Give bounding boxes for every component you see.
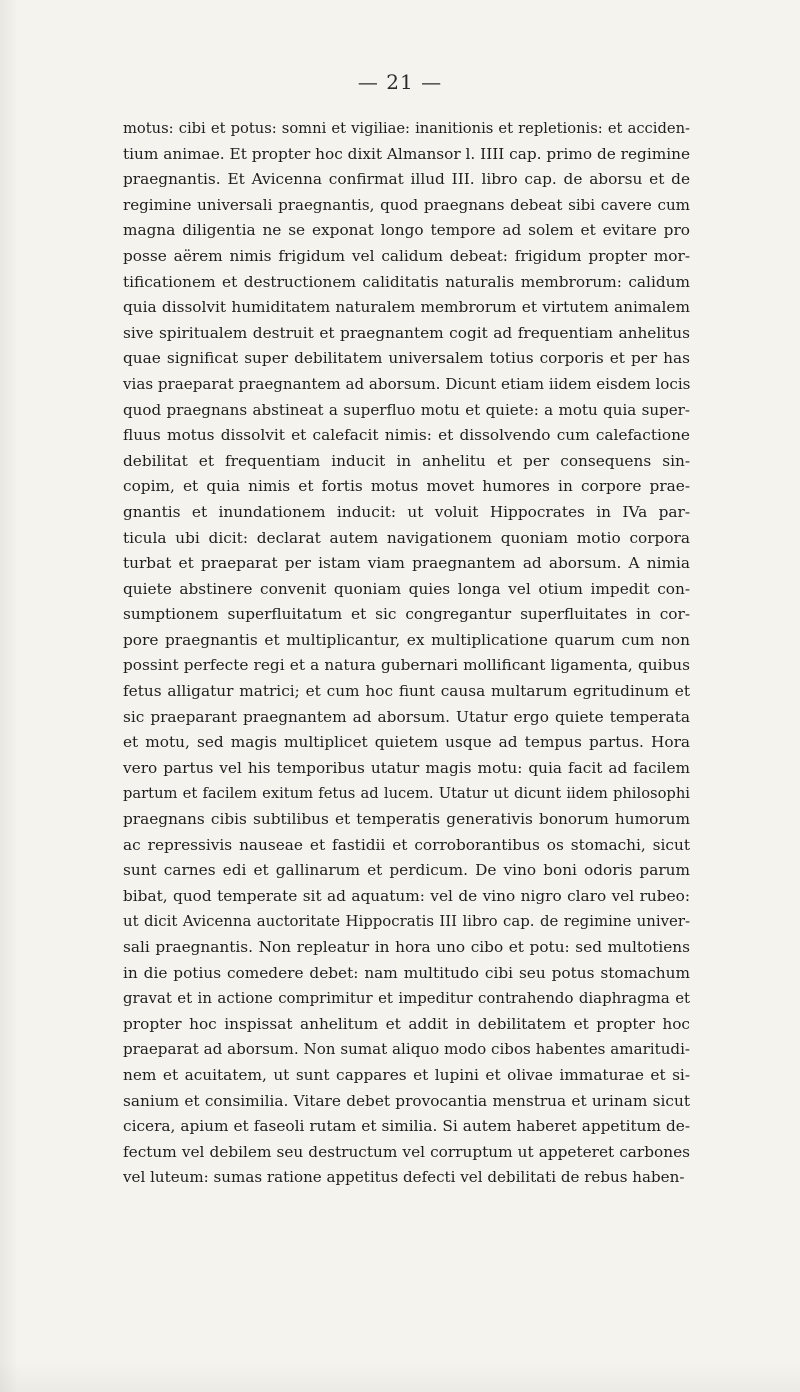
text-line: praegnantis. Et Avicenna confirmat illud III. libro cap. de aborsu et de <box>123 170 690 189</box>
text-line: quod praegnans abstineat a superfluo motu et quiete: a motu quia super- <box>123 400 690 419</box>
text-line: copim, et quia nimis et fortis motus movet humores in corpore prae- <box>123 477 690 496</box>
text-line: quiete abstinere convenit quoniam quies longa vel otium impedit con- <box>123 579 690 598</box>
text-line: partum et facilem exitum fetus ad lucem. Utatur ut dicunt iidem philosophi <box>123 785 690 803</box>
text-line: motus: cibi et potus: somni et vigiliae: inanitionis et repletionis: et acciden- <box>123 120 690 137</box>
text-line: sunt carnes edi et gallinarum et perdicum. De vino boni odoris parum <box>123 861 690 880</box>
text-line: vias praeparat praegnantem ad aborsum. Dicunt etiam iidem eisdem locis <box>123 374 691 393</box>
text-line: in die potius comedere debet: nam multitudo cibi seu potus stomachum <box>123 963 690 982</box>
text-line: cicera, apium et faseoli rutam et similia. Si autem haberet appetitum de- <box>123 1117 690 1136</box>
text-line: sic praeparant praegnantem ad aborsum. Utatur ergo quiete temperata <box>123 707 690 726</box>
text-line: fluus motus dissolvit et calefacit nimis: et dissolvendo cum calefactione <box>123 426 690 445</box>
text-line: praegnans cibis subtilibus et temperatis generativis bonorum humorum <box>123 810 690 829</box>
text-line: pore praegnantis et multiplicantur, ex multiplicatione quarum cum non <box>123 630 690 649</box>
text-line: tium animae. Et propter hoc dixit Almansor l. IIII cap. primo de regimine <box>123 144 691 163</box>
text-line: sanium et consimilia. Vitare debet provocantia menstrua et urinam sicut <box>123 1091 690 1110</box>
body-text <box>123 116 690 1191</box>
text-line: regimine universali praegnantis, quod praegnans debeat sibi cavere cum <box>123 195 690 214</box>
text-line: possint perfecte regi et a natura gubernari mollificant ligamenta, quibus <box>123 656 690 675</box>
text-line: sali praegnantis. Non repleatur in hora uno cibo et potu: sed multotiens <box>123 938 690 956</box>
text-line: sumptionem superfluitatum et sic congregantur superfluitates in cor- <box>123 605 690 624</box>
text-line: vel luteum: sumas ratione appetitus defecti vel debilitati de rebus haben- <box>123 1168 685 1187</box>
text-line: quae significat super debilitatem universalem totius corporis et per has <box>123 349 690 368</box>
text-line: sive spiritualem destruit et praegnantem cogit ad frequentiam anhelitus <box>123 323 690 342</box>
text-line: nem et acuitatem, ut sunt cappares et lupini et olivae immaturae et si- <box>123 1065 690 1084</box>
text-line: quia dissolvit humiditatem naturalem membrorum et virtutem animalem <box>123 298 690 317</box>
text-line: gravat et in actione comprimitur et impeditur contrahendo diaphragma et <box>123 989 690 1008</box>
text-line: vero partus vel his temporibus utatur magis motu: quia facit ad facilem <box>123 758 690 777</box>
text-line: posse aërem nimis frigidum vel calidum debeat: frigidum propter mor- <box>123 246 690 265</box>
text-line: et motu, sed magis multiplicet quietem usque ad tempus partus. Hora <box>123 733 690 752</box>
text-line: tificationem et destructionem caliditatis naturalis membrorum: calidum <box>123 272 690 291</box>
text-line: ac repressivis nauseae et fastidii et corroborantibus os stomachi, sicut <box>123 835 690 854</box>
text-line: praeparat ad aborsum. Non sumat aliquo modo cibos habentes amaritudi- <box>123 1040 690 1059</box>
text-line: fectum vel debilem seu destructum vel corruptum ut appeteret carbones <box>123 1142 690 1161</box>
text-line: debilitat et frequentiam inducit in anhelitu et per consequens sin- <box>123 451 690 470</box>
text-line: magna diligentia ne se exponat longo tempore ad solem et evitare pro <box>123 221 690 240</box>
text-line: turbat et praeparat per istam viam praegnantem ad aborsum. A nimia <box>123 554 690 573</box>
text-line: ut dicit Avicenna auctoritate Hippocratis III libro cap. de regimine univer- <box>123 912 690 931</box>
text-line: ticula ubi dicit: declarat autem navigationem quoniam motio corpora <box>123 528 690 547</box>
text-line: fetus alligatur matrici; et cum hoc fiunt causa multarum egritudinum et <box>123 682 690 701</box>
text-line: bibat, quod temperate sit ad aquatum: vel de vino nigro claro vel rubeo: <box>123 886 690 905</box>
text-line: gnantis et inundationem inducit: ut voluit Hippocrates in IVa par- <box>123 502 690 521</box>
text-line: propter hoc inspissat anhelitum et addit in debilitatem et propter hoc <box>123 1014 690 1033</box>
page-number: — 21 — <box>357 70 443 94</box>
